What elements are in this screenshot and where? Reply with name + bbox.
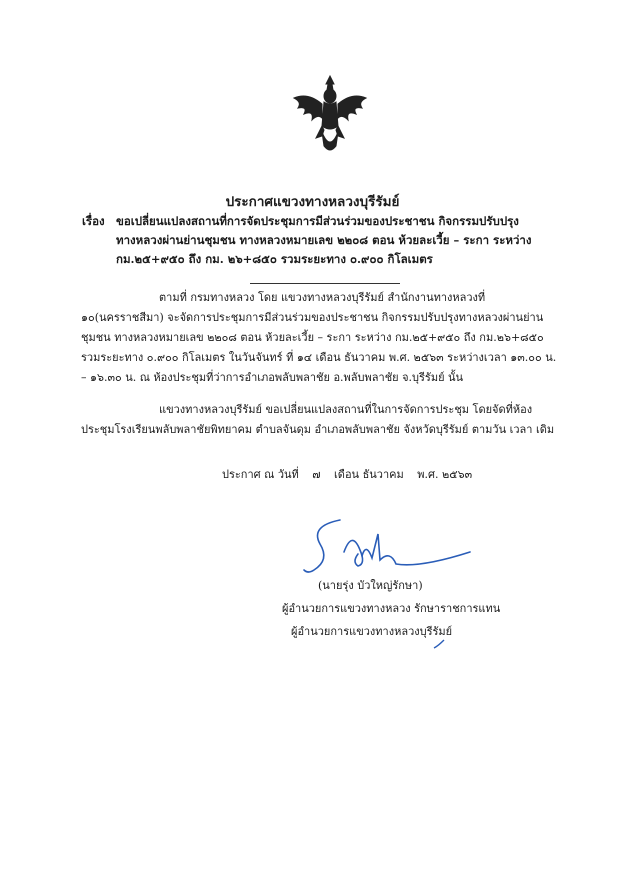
body-paragraph-1 bbox=[81, 288, 561, 388]
signer-position-1: ผู้อำนวยการแขวงทางหลวง รักษาราชการแทน bbox=[282, 602, 501, 615]
date-year: พ.ศ. ๒๕๖๓ bbox=[417, 468, 473, 481]
subject-text: ขอเปลี่ยนแปลงสถานที่การจัดประชุมการมีส่วนร่วมของประชาชน กิจกรรมปรับปรุงทางหลวงผ่านย่านชุมชน ทางหลวงหมายเลข ๒๒๐๘ ตอน ห้วยละเวี้ย – ระกา ระหว่าง กม.๒๕+๙๕๐ ถึง กม. ๒๖+๘๕๐ รวมระยะทาง ๐.๙๐๐ กิโลเมตร bbox=[116, 214, 532, 266]
paragraph-2-text: แขวงทางหลวงบุรีรัมย์ ขอเปลี่ยนแปลงสถานที่ในการจัดการประชุม โดยจัดที่ห้องประชุมโรงเรียนพลับพลาชัยพิทยาคม ตำบลจันดุม อำเภอพลับพลาชัย จังหวัดบุรีรัมย์ ตามวัน เวลา เดิม bbox=[81, 403, 555, 436]
paragraph-1-text: ตามที่ กรมทางหลวง โดย แขวงทางหลวงบุรีรัมย์ สำนักงานทางหลวงที่ ๑๐(นครราชสีมา) จะจัดการประชุมการมีส่วนร่วมของประชาชน กิจกรรมปรับปรุงทางหลวงผ่านย่านชุมชน ทางหลวงหมายเลข ๒๒๐๘ ตอน ห้วยละเวี้ย – ระกา ระหว่าง กม.๒๕+๙๕๐ ถึง กม.๒๖+๘๕๐ รวมระยะทาง ๐.๙๐๐ กิโลเมตร ในวันจันทร์ ที่ ๑๔ เดือน ธันวาคม พ.ศ. ๒๕๖๓ ระหว่างเวลา ๑๓.๐๐ น. – ๑๖.๓๐ น. ณ ห้องประชุมที่ว่าการอำเภอพลับพลาชัย อ.พลับพลาชัย จ.บุรีรัมย์ นั้น bbox=[81, 291, 557, 384]
signer-name: (นายรุ่ง บัวใหญ่รักษา) bbox=[318, 579, 423, 592]
pen-mark-icon bbox=[432, 638, 446, 650]
garuda-emblem-icon bbox=[288, 72, 372, 156]
divider bbox=[250, 283, 400, 284]
date-prefix: ประกาศ ณ วันที่ bbox=[222, 468, 299, 481]
announcement-title: ประกาศแขวงทางหลวงบุรีรัมย์ bbox=[225, 194, 400, 210]
body-paragraph-2 bbox=[81, 400, 561, 440]
subject-label: เรื่อง bbox=[82, 214, 105, 228]
handwritten-signature-icon bbox=[300, 512, 480, 582]
date-month: เดือน ธันวาคม bbox=[334, 468, 404, 481]
date-line bbox=[222, 465, 482, 483]
date-day: ๗ bbox=[312, 468, 321, 481]
signer-position-2: ผู้อำนวยการแขวงทางหลวงบุรีรัมย์ bbox=[291, 625, 453, 638]
